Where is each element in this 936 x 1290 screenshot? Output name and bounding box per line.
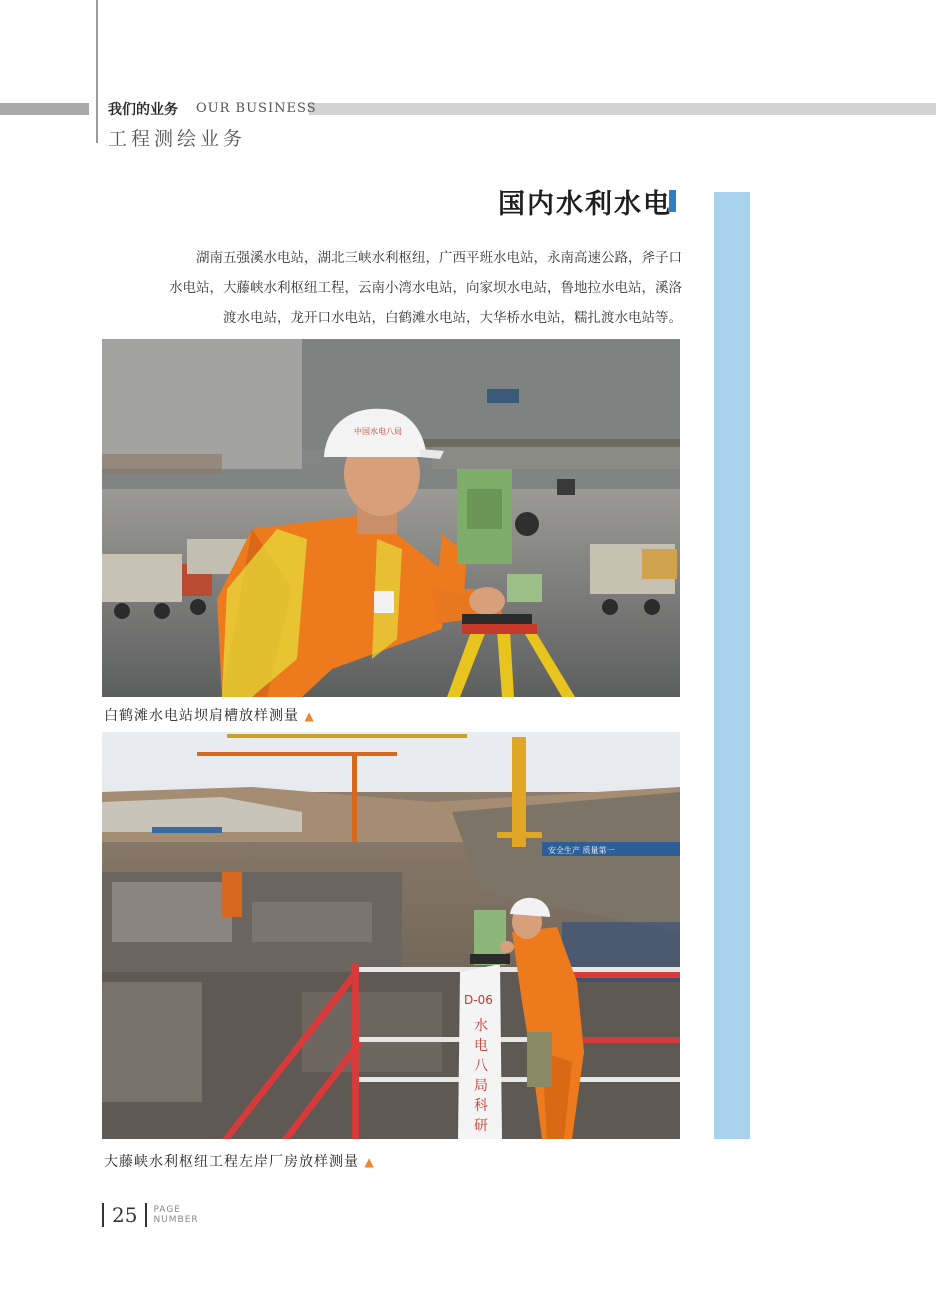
caption-text: 白鹤滩水电站坝肩槽放样测量 — [104, 708, 299, 724]
body-line: 水电站，大藤峡水利枢纽工程，云南小湾水电站，向家坝水电站，鲁地拉水电站，溪洛 — [169, 280, 682, 296]
photo-surveyor-dam — [102, 339, 680, 697]
header-chinese: 我们的业务 — [108, 102, 178, 118]
caption-triangle-icon: ▲ — [304, 709, 315, 723]
page-number-block — [102, 1203, 199, 1227]
page-label-line: PAGE — [153, 1205, 181, 1215]
pillar-char: 研 — [474, 1118, 488, 1134]
photo-caption — [104, 705, 315, 725]
section-title: 国内水利水电 — [498, 189, 672, 220]
caption-text: 大藤峡水利枢纽工程左岸厂房放样测量 — [104, 1154, 359, 1170]
photo-caption — [104, 1151, 375, 1171]
header-english: OUR BUSINESS — [196, 101, 317, 116]
page-label-line: NUMBER — [153, 1215, 199, 1225]
page-label — [147, 1205, 198, 1225]
photo-construction-site — [102, 732, 680, 1139]
side-color-panel — [714, 192, 750, 1139]
header-bar-left — [0, 103, 89, 115]
pillar-char: 科 — [474, 1098, 488, 1114]
caption-triangle-icon: ▲ — [364, 1155, 375, 1169]
pillar-char: 水 — [474, 1018, 488, 1034]
pillar-char: 电 — [474, 1038, 488, 1054]
body-line: 湖南五强溪水电站，湖北三峡水利枢纽，广西平班水电站，永南高速公路，斧子口 — [196, 250, 682, 266]
header-vertical-rule — [96, 0, 98, 143]
pillar-marker: D-06 — [464, 993, 493, 1007]
page-number: 25 — [112, 1203, 138, 1227]
helmet-label: 中国水电八局 — [354, 427, 402, 436]
header-bar-right — [309, 103, 936, 115]
pillar-char: 八 — [474, 1058, 488, 1074]
pillar-char: 局 — [474, 1078, 488, 1094]
body-paragraph — [102, 243, 682, 333]
body-line: 渡水电站，龙开口水电站，白鹤滩水电站，大华桥水电站，糯扎渡水电站等。 — [223, 310, 682, 326]
site-banner-text: 安全生产 质量第一 — [548, 846, 615, 855]
header-subtitle: 工程测绘业务 — [108, 128, 247, 150]
